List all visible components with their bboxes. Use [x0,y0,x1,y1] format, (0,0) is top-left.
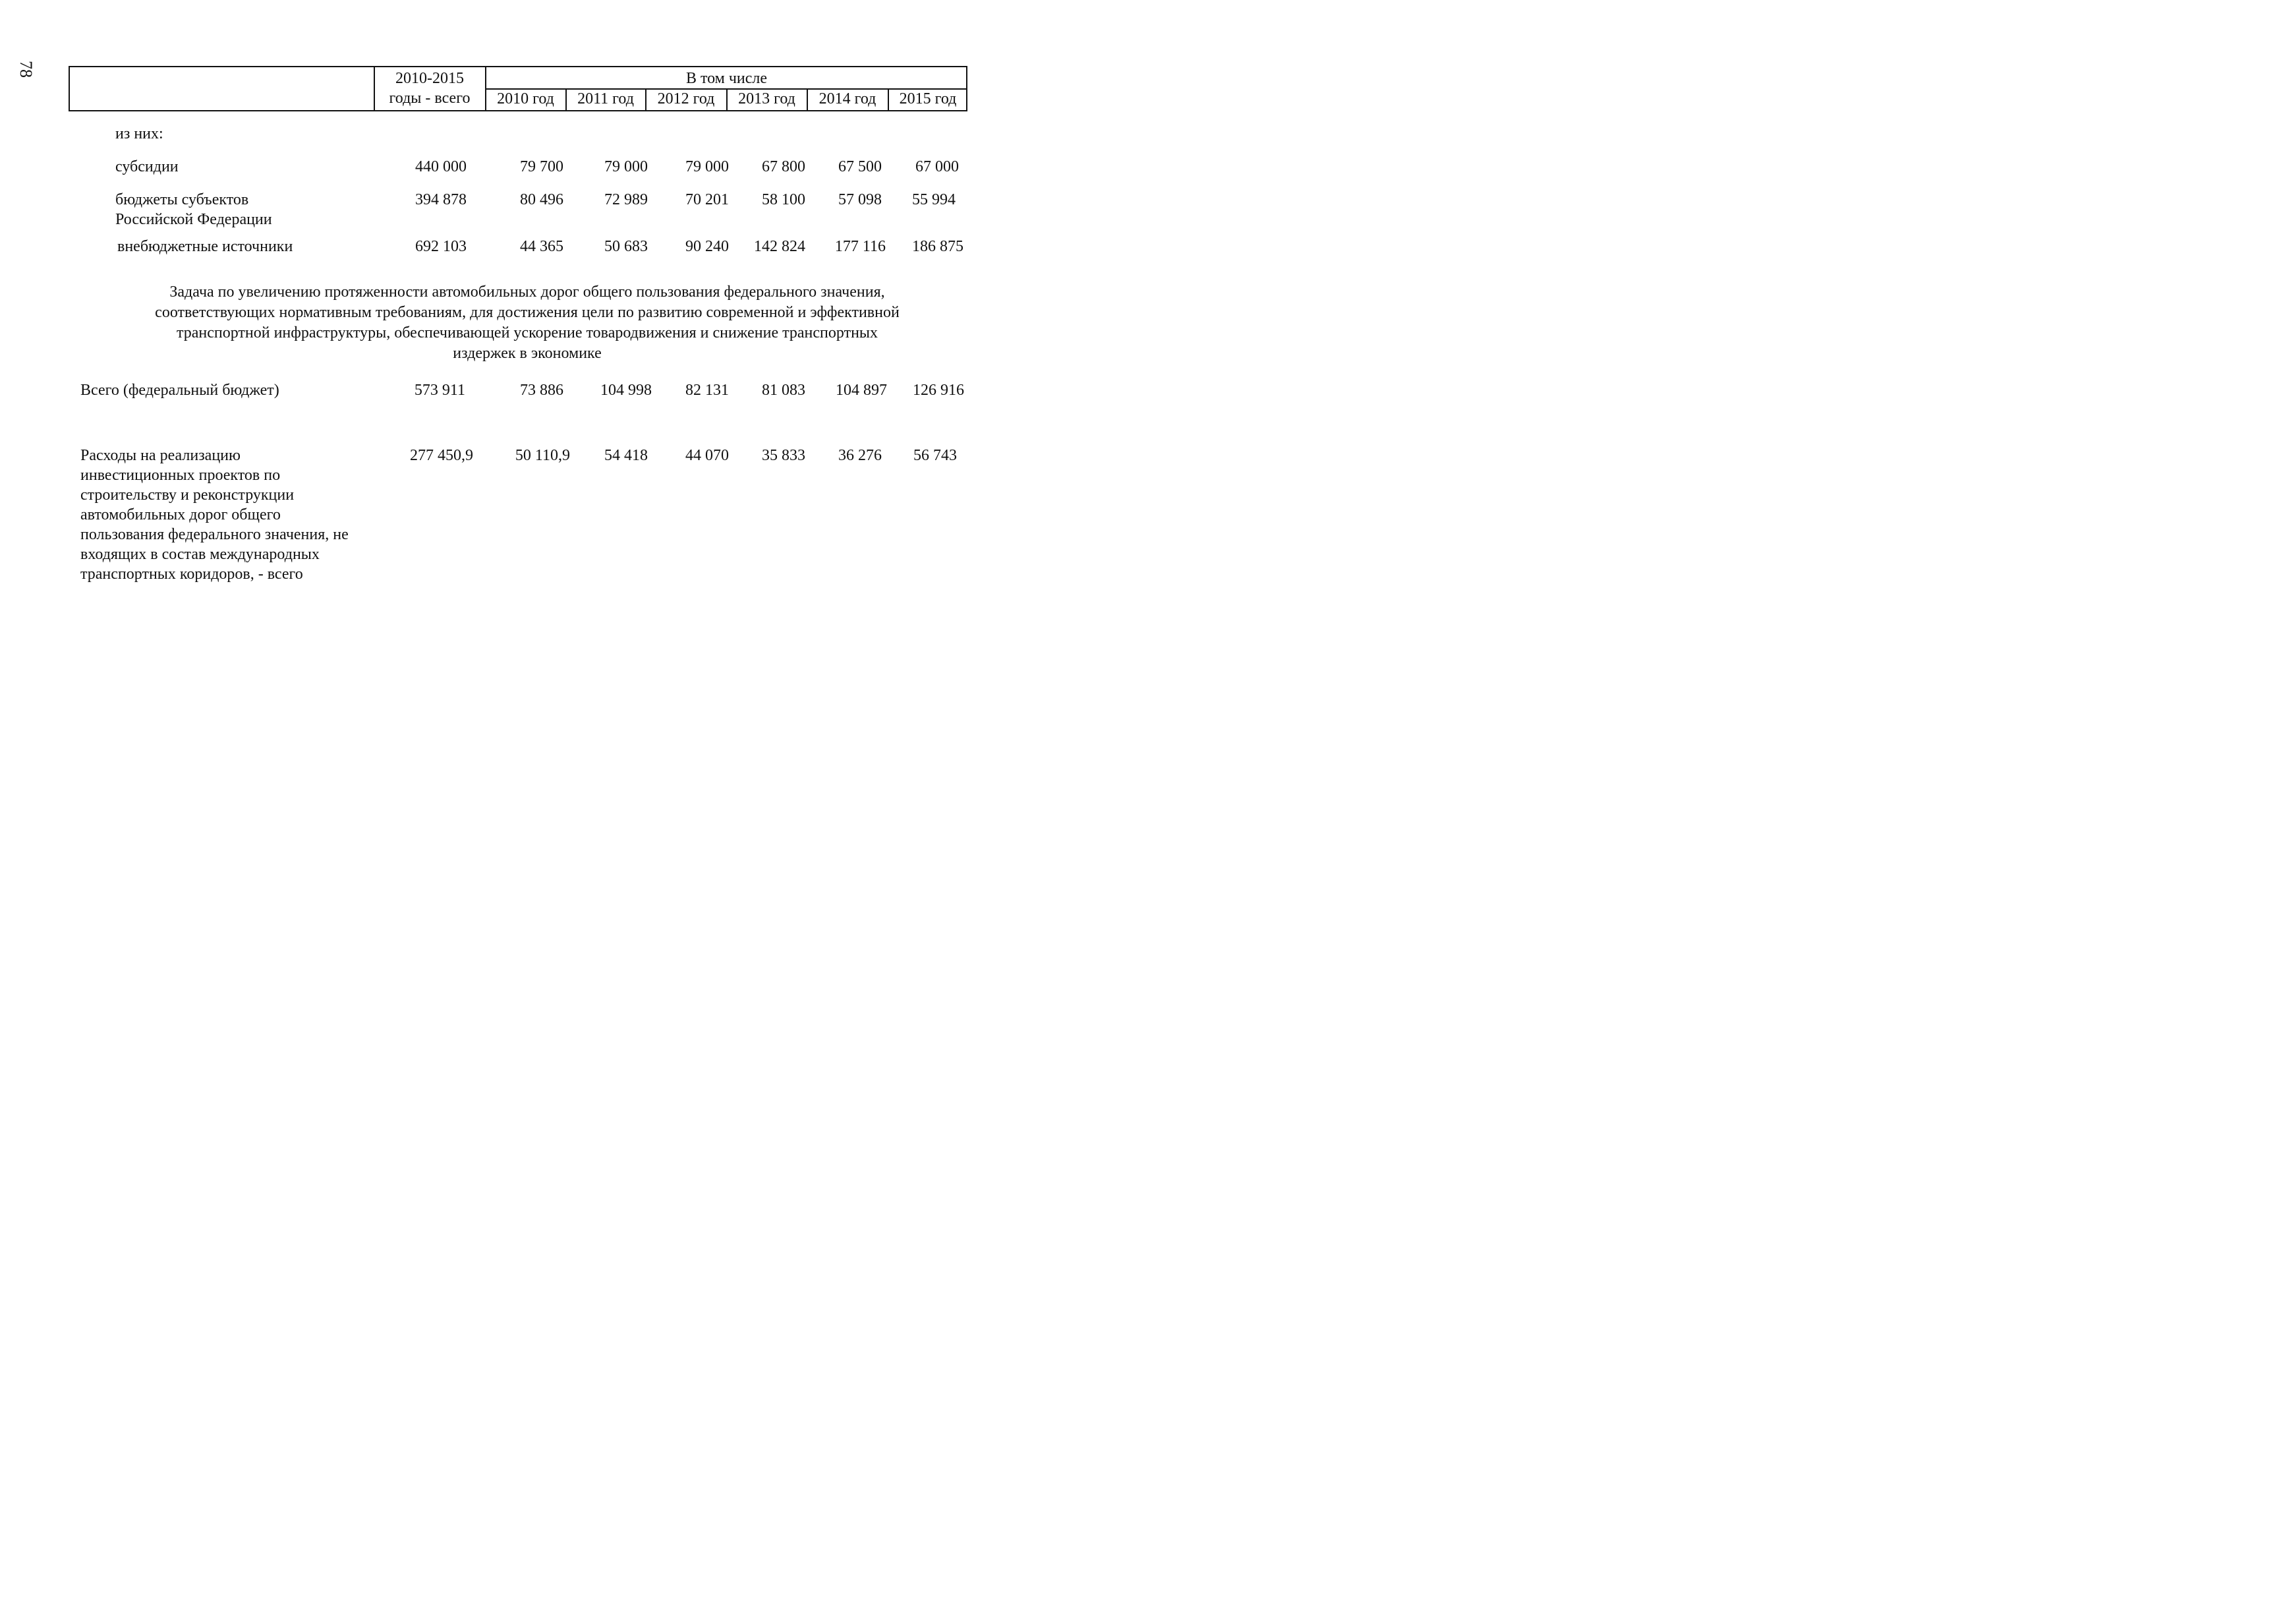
row-value: 73 886 [520,382,563,399]
row-value: 58 100 [762,191,805,208]
row-value: 79 000 [604,158,648,175]
row-value: 67 800 [762,158,805,175]
row-value: 81 083 [762,382,805,399]
row-label: Расходы на реализацию [80,447,241,464]
row-label: бюджеты субъектов [115,191,249,208]
row-value: 90 240 [685,238,729,255]
row-value: 56 743 [913,447,957,464]
task-heading-line: соответствующих нормативным требованиям, для достижения цели по развитию современной и эффективной [155,304,900,321]
header-total-line2: годы - всего [389,90,471,107]
row-total: 440 000 [415,158,467,175]
row-value: 67 000 [915,158,959,175]
row-value: 44 365 [520,238,563,255]
header-year: 2013 год [738,90,795,107]
row-value: 67 500 [838,158,882,175]
header-group-label: В том числе [685,70,768,87]
row-value: 57 098 [838,191,882,208]
row-value: 126 916 [913,382,964,399]
row-total: 692 103 [415,238,467,255]
task-heading-line: транспортной инфраструктуры, обеспечивающей ускорение товародвижения и снижение транспортных [176,324,878,341]
row-value: 80 496 [520,191,563,208]
row-value: 186 875 [912,238,963,255]
row-value: 82 131 [685,382,729,399]
row-label: Всего (федеральный бюджет) [80,382,279,399]
of-them-label: из них: [115,125,163,142]
row-label: входящих в состав международных [80,546,320,563]
header-year: 2012 год [657,90,715,107]
row-label: Российской Федерации [115,211,272,228]
task-heading-line: Задача по увеличению протяженности автомобильных дорог общего пользования федерального значения, [169,283,885,301]
row-label: строительству и реконструкции [80,486,295,504]
row-value: 142 824 [754,238,805,255]
row-value: 70 201 [685,191,729,208]
task-heading [92,282,962,364]
row-value: 72 989 [604,191,648,208]
row-value: 50 110,9 [515,447,570,464]
row-label: субсидии [115,158,179,175]
row-value: 44 070 [685,447,729,464]
header-year: 2015 год [899,90,957,107]
row-value: 55 994 [912,191,956,208]
header-year: 2014 год [818,90,876,107]
row-value: 36 276 [838,447,882,464]
row-total: 394 878 [415,191,467,208]
header-year: 2011 год [577,90,634,107]
row-value: 104 998 [600,382,652,399]
row-total: 277 450,9 [410,447,473,464]
row-label: пользования федерального значения, не [80,526,349,543]
row-value: 79 700 [520,158,563,175]
row-value: 35 833 [762,447,805,464]
row-label: внебюджетные источники [117,238,293,255]
row-total: 573 911 [414,382,465,399]
row-value: 79 000 [685,158,729,175]
row-value: 177 116 [834,238,886,255]
header-year: 2010 год [497,90,554,107]
header-total-line1: 2010-2015 [395,70,464,87]
row-value: 50 683 [604,238,648,255]
task-heading-line: издержек в экономике [453,345,602,362]
row-label: автомобильных дорог общего [80,506,281,523]
row-label: транспортных коридоров, - всего [80,566,303,583]
page-number: 78 [16,61,36,78]
table-header [69,66,967,111]
row-label: инвестиционных проектов по [80,467,281,484]
row-value: 54 418 [604,447,648,464]
row-value: 104 897 [836,382,887,399]
